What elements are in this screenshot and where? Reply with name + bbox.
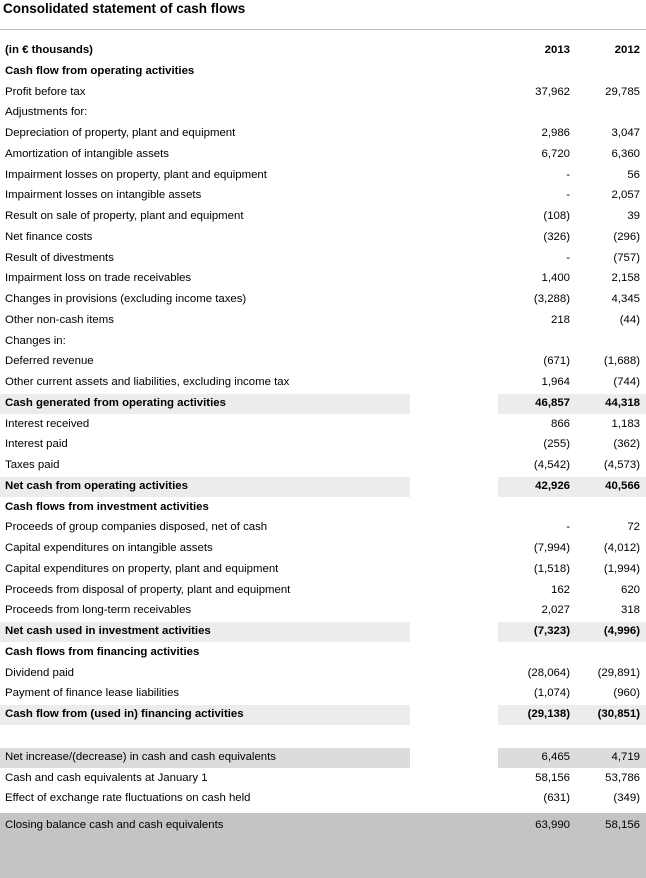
- row-label: Result on sale of property, plant and equipment: [5, 210, 244, 222]
- table-row: [0, 289, 646, 310]
- table-row: [0, 82, 646, 103]
- row-label: Adjustments for:: [5, 106, 88, 119]
- table-row: [0, 248, 646, 269]
- row-value-2012: 56: [627, 168, 640, 181]
- row-label: Payment of finance lease liabilities: [5, 687, 180, 700]
- row-value-2013: (255): [543, 438, 570, 451]
- row-value-2013: 46,857: [535, 396, 570, 409]
- row-label: Net increase/(decrease) in cash and cash equivalents: [5, 750, 276, 763]
- row-value-2012: 39: [627, 210, 640, 222]
- closing-balance-label: Closing balance cash and cash equivalents: [5, 819, 224, 831]
- row-value-2013: 218: [550, 313, 570, 326]
- row-value-2013: (28,064): [527, 666, 570, 679]
- title-divider: [0, 29, 646, 30]
- row-label: Net cash used in investment activities: [5, 625, 211, 637]
- row-value-2012: 620: [620, 583, 640, 596]
- units-label: (in € thousands): [5, 44, 93, 56]
- row-value-2013: -: [566, 189, 570, 202]
- row-value-2013: -: [566, 251, 570, 264]
- table-row: [0, 747, 646, 768]
- row-value-2012: 44,318: [605, 396, 640, 409]
- row-value-2012: 4,719: [611, 750, 640, 763]
- row-value-2012: (4,012): [603, 542, 640, 554]
- table-row: [0, 663, 646, 684]
- row-value-2013: (4,542): [533, 459, 570, 471]
- row-value-2013: (631): [543, 792, 570, 805]
- row-value-2012: (757): [613, 251, 640, 264]
- row-value-2013: 37,962: [535, 85, 570, 98]
- row-value-2013: (7,323): [533, 625, 570, 637]
- row-value-2012: (296): [613, 230, 640, 243]
- table-row: [0, 559, 646, 580]
- row-label: Capital expenditures on property, plant and equipment: [5, 562, 279, 575]
- row-label: Dividend paid: [5, 666, 75, 679]
- closing-balance-2012: 58,156: [605, 819, 640, 831]
- row-label: Interest paid: [5, 438, 68, 451]
- row-value-2012: (29,891): [597, 666, 640, 679]
- table-row: [0, 102, 646, 123]
- table-row: [0, 414, 646, 435]
- row-value-2013: 6,720: [541, 147, 570, 160]
- table-row: [0, 455, 646, 476]
- row-label: Depreciation of property, plant and equipment: [5, 127, 236, 139]
- table-row: [0, 683, 646, 704]
- table-row: [0, 768, 646, 789]
- row-label: Impairment loss on trade receivables: [5, 272, 192, 285]
- row-label: Profit before tax: [5, 85, 86, 98]
- closing-balance-2013: 63,990: [535, 819, 570, 831]
- row-value-2012: (4,996): [603, 625, 640, 637]
- row-label: Changes in:: [5, 334, 66, 347]
- table-row: [0, 538, 646, 559]
- row-label: Other non-cash items: [5, 313, 114, 326]
- row-value-2012: (4,573): [603, 459, 640, 471]
- table-row: [0, 227, 646, 248]
- table-row: [0, 476, 646, 497]
- spacer-row: [0, 725, 646, 747]
- row-label: Net cash from operating activities: [5, 479, 188, 492]
- row-value-2012: 6,360: [611, 147, 640, 160]
- row-value-2012: 2,158: [611, 272, 640, 285]
- row-value-2012: (349): [613, 792, 640, 805]
- cash-flow-table: [0, 40, 646, 809]
- row-value-2013: 58,156: [535, 771, 570, 784]
- row-value-2013: 2,027: [541, 604, 570, 617]
- row-value-2013: -: [566, 521, 570, 534]
- row-value-2013: 1,400: [541, 272, 570, 285]
- row-value-2013: -: [566, 168, 570, 181]
- row-label: Capital expenditures on intangible assets: [5, 542, 213, 554]
- table-row: [0, 600, 646, 621]
- table-row: [0, 621, 646, 642]
- row-value-2013: 42,926: [535, 479, 570, 492]
- table-row: [0, 393, 646, 414]
- row-value-2013: (1,074): [533, 687, 570, 700]
- row-value-2012: (1,994): [603, 562, 640, 575]
- row-value-2012: 3,047: [611, 127, 640, 139]
- row-value-2012: (960): [613, 687, 640, 700]
- row-value-2013: (326): [543, 230, 570, 243]
- row-label: Deferred revenue: [5, 355, 94, 368]
- row-label: Impairment losses on property, plant and equipment: [5, 168, 267, 181]
- row-value-2013: 162: [550, 583, 570, 596]
- row-label: Net finance costs: [5, 230, 93, 243]
- table-row: [0, 704, 646, 725]
- table-row: [0, 351, 646, 372]
- row-label: Amortization of intangible assets: [5, 147, 169, 160]
- row-label: Cash flows from investment activities: [5, 500, 209, 513]
- row-value-2012: 29,785: [605, 85, 640, 98]
- row-value-2012: 53,786: [605, 771, 640, 784]
- table-row: [0, 434, 646, 455]
- row-label: Impairment losses on intangible assets: [5, 189, 202, 202]
- row-value-2012: 72: [627, 521, 640, 534]
- row-value-2012: (744): [613, 376, 640, 388]
- row-label: Proceeds from disposal of property, plant and equipment: [5, 583, 291, 596]
- closing-balance-row: [0, 813, 646, 878]
- row-label: Proceeds from long-term receivables: [5, 604, 192, 617]
- row-value-2013: 6,465: [541, 750, 570, 763]
- column-header-2012: 2012: [614, 44, 640, 56]
- row-label: Other current assets and liabilities, excluding income tax: [5, 376, 290, 388]
- row-label: Interest received: [5, 417, 90, 430]
- row-value-2012: (362): [613, 438, 640, 451]
- row-value-2012: (1,688): [603, 355, 640, 368]
- table-row: [0, 123, 646, 144]
- table-row: [0, 517, 646, 538]
- table-row: [0, 206, 646, 227]
- row-value-2012: 4,345: [611, 293, 640, 305]
- table-row: [0, 185, 646, 206]
- row-value-2013: (671): [543, 355, 570, 368]
- row-value-2013: 1,964: [541, 376, 570, 388]
- statement-title: Consolidated statement of cash flows: [3, 1, 246, 16]
- row-label: Taxes paid: [5, 459, 60, 471]
- row-value-2013: (108): [543, 210, 570, 222]
- table-row: [0, 165, 646, 186]
- row-value-2012: 40,566: [605, 479, 640, 492]
- row-value-2013: 866: [550, 417, 570, 430]
- table-row: [0, 61, 646, 82]
- row-value-2012: (44): [619, 313, 640, 326]
- row-value-2012: 1,183: [611, 417, 640, 430]
- row-value-2012: 2,057: [611, 189, 640, 202]
- table-row: [0, 642, 646, 663]
- row-value-2013: (1,518): [533, 562, 570, 575]
- row-value-2013: (7,994): [533, 542, 570, 554]
- table-row: [0, 144, 646, 165]
- table-row: [0, 580, 646, 601]
- table-row: [0, 331, 646, 352]
- table-row: [0, 788, 646, 809]
- row-label: Result of divestments: [5, 251, 114, 264]
- row-value-2012: (30,851): [597, 708, 640, 720]
- row-label: Cash generated from operating activities: [5, 396, 226, 409]
- row-label: Cash flow from operating activities: [5, 64, 195, 77]
- column-header-2013: 2013: [544, 44, 570, 56]
- row-value-2013: (3,288): [533, 293, 570, 305]
- table-row: [0, 372, 646, 393]
- row-label: Effect of exchange rate fluctuations on cash held: [5, 792, 251, 805]
- row-label: Cash flow from (used in) financing activities: [5, 708, 244, 720]
- row-label: Cash flows from financing activities: [5, 645, 200, 658]
- row-label: Proceeds of group companies disposed, net of cash: [5, 521, 268, 534]
- row-value-2013: 2,986: [541, 127, 570, 139]
- table-row: [0, 310, 646, 331]
- table-row: [0, 497, 646, 518]
- row-value-2012: 318: [620, 604, 640, 617]
- table-header-row: [0, 40, 646, 61]
- row-label: Changes in provisions (excluding income taxes): [5, 293, 247, 305]
- row-value-2013: (29,138): [527, 708, 570, 720]
- row-label: Cash and cash equivalents at January 1: [5, 771, 208, 784]
- table-row: [0, 268, 646, 289]
